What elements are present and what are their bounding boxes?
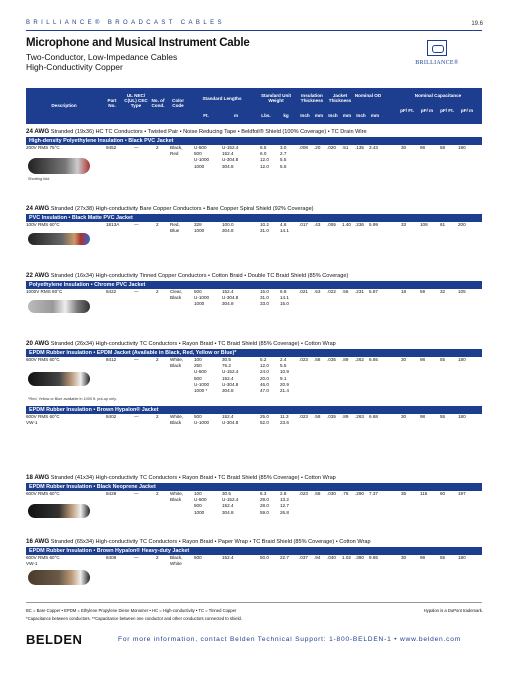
- cell: 250: [194, 363, 202, 369]
- cell: 30: [401, 414, 407, 419]
- cell: .89: [342, 357, 349, 362]
- cell: .035: [327, 357, 336, 362]
- cell: 28.0: [260, 503, 269, 509]
- cell: 1.40: [342, 222, 351, 227]
- color: Black: [170, 363, 182, 369]
- subtitle: Two-Conductor, Low-Impedance Cables: [26, 52, 178, 62]
- cell: .040: [327, 555, 336, 560]
- col-std-lengths: Standard Lengths: [202, 96, 242, 101]
- cell: 24.0: [260, 369, 269, 375]
- rating: 200V RMS 75°C: [26, 145, 60, 150]
- col-lbs: Lbs.: [261, 113, 271, 118]
- color: White,: [170, 414, 184, 419]
- cell: .023: [299, 357, 308, 362]
- awg-label: 24 AWG: [26, 128, 50, 135]
- cell: 1000 *: [194, 387, 208, 393]
- cell: 7.37: [369, 491, 378, 496]
- cell: .135: [355, 145, 364, 150]
- rating: 100V RMS 60°C: [26, 222, 60, 227]
- cell: 1000: [194, 228, 205, 234]
- cell: 76.2: [222, 363, 231, 369]
- cell: 500: [194, 151, 202, 157]
- cell: 4.6: [280, 222, 287, 227]
- awg-label: 18 AWG: [26, 474, 50, 481]
- cell: 6.5: [260, 145, 267, 150]
- cell: 5.5: [280, 363, 287, 369]
- cell: U-1000: [194, 295, 210, 301]
- cell: 3.0: [280, 145, 287, 150]
- cell: 6.65: [369, 357, 378, 362]
- cable-image: [28, 570, 90, 585]
- cell: 98: [420, 555, 426, 560]
- cell: 55: [440, 555, 446, 560]
- cell: .43: [314, 222, 321, 227]
- cell: 115: [420, 491, 428, 496]
- cell: 15.0: [280, 301, 289, 307]
- cable-image: [28, 372, 90, 386]
- cell: 5.99: [369, 222, 378, 227]
- belden-logo: BELDEN: [26, 632, 83, 647]
- cell: .020: [327, 145, 336, 150]
- cell: 47.0: [260, 387, 269, 393]
- cell: 152.4: [222, 375, 234, 381]
- ul: —: [134, 555, 139, 560]
- cell: 30: [401, 145, 407, 150]
- cell: 18: [401, 289, 407, 294]
- note: *Red, Yellow or Blue available in 1000 ft. put-up only.: [28, 397, 117, 401]
- cell: 1000: [194, 163, 205, 169]
- brand-bar: BRILLIANCE® BROADCAST CABLES: [26, 20, 225, 26]
- color: Black: [170, 295, 182, 301]
- page-number: 19.6: [471, 21, 483, 27]
- col-color: Color Code: [172, 98, 184, 108]
- col-inch: Inch: [328, 113, 338, 118]
- cell: 152.4: [222, 151, 234, 157]
- section-bar: PVC Insulation • Black Matte PVC Jacket: [26, 214, 482, 222]
- cell: 1.02: [342, 555, 351, 560]
- cell: .56: [342, 289, 349, 294]
- ul: —: [134, 289, 139, 294]
- brilliance-logo: [412, 40, 462, 66]
- col-pf-m: pF/ m: [460, 108, 474, 113]
- col-pf-ft: pF/ Ft.: [440, 108, 454, 113]
- ul: —: [134, 357, 139, 362]
- part-no: 1813A: [106, 222, 120, 227]
- cell: 25.0: [260, 414, 269, 419]
- section-bar: High-density Polyethylene Insulation • Black PVC Jacket: [26, 137, 482, 145]
- cell: .236: [355, 222, 364, 227]
- logo-text: BRILLIANCE®: [415, 60, 459, 66]
- cell: 152.4: [222, 289, 234, 294]
- cell: .023: [299, 414, 308, 419]
- cell: 30.5: [222, 357, 231, 362]
- col-weight: Standard Unit Weight: [260, 93, 292, 103]
- cell: 55: [440, 414, 446, 419]
- cell: 1000: [194, 301, 205, 307]
- divider: [26, 30, 482, 31]
- awg-label: 22 AWG: [26, 272, 50, 279]
- cell: .231: [355, 289, 364, 294]
- logo-icon: [427, 40, 447, 56]
- cell: .380: [355, 555, 364, 560]
- cell: .58: [314, 491, 321, 496]
- cell: .263: [355, 414, 364, 419]
- cond: 2: [156, 145, 159, 150]
- construction: Stranded (19x36) HC TC Conductors • Twisted Pair • Noise Reducing Tape • Beldfoil® Shield (100% Coverage) • TC Drain Wire: [50, 129, 367, 135]
- table-row: [26, 388, 482, 394]
- cell: 33: [401, 222, 407, 227]
- cell: 30: [401, 555, 407, 560]
- cell: 3.43: [369, 145, 378, 150]
- cell: 31.0: [260, 228, 269, 234]
- cell: 10.9: [280, 369, 289, 375]
- cell: 197: [458, 491, 466, 496]
- col-ul: UL NEC/ C(UL) CEC Type: [124, 93, 148, 108]
- cell: 12.0: [260, 163, 269, 169]
- color: Black,: [170, 555, 183, 560]
- col-jacket-thick: Jacket Thickness: [328, 93, 352, 103]
- cell: .89: [342, 414, 349, 419]
- cell: 98: [420, 145, 426, 150]
- cell: .022: [327, 289, 336, 294]
- footer-contact: For more information, contact Belden Technical Support: 1-800-BELDEN-1 • www.belden.com: [118, 636, 461, 643]
- cell: U-1000: [194, 381, 210, 387]
- col-part-no: Part No.: [107, 98, 117, 108]
- cell: 15.0: [260, 289, 269, 294]
- col-mm: mm: [370, 113, 380, 118]
- section-bar: EPDM Rubber Insulation • Brown Hypalon® Heavy-duty Jacket: [26, 547, 482, 555]
- cell: U-1000: [194, 157, 210, 163]
- cell: 500: [194, 555, 202, 560]
- rating: 600V RMS 60°C: [26, 555, 60, 560]
- cell: 100: [194, 357, 202, 362]
- cell: U-500: [194, 497, 207, 503]
- cell: 108: [420, 222, 428, 227]
- col-pf-m: pF/ m: [420, 108, 434, 113]
- cell: .023: [299, 491, 308, 496]
- col-capacitance: Nominal Capacitance: [414, 93, 462, 98]
- color: Black: [170, 497, 182, 503]
- cell: 304.8: [222, 509, 234, 515]
- cell: 328: [194, 222, 202, 227]
- trademark-note: Hypalon is a DuPont trademark.: [423, 608, 483, 613]
- cond: 2: [156, 222, 159, 227]
- cell: 180: [458, 357, 466, 362]
- col-num-cond: No. of Cond.: [151, 98, 165, 108]
- construction: Stranded (65x34) High-conductivity TC Conductors • Rayon Braid • Paper Wrap • TC Braid Shield (85% Coverage) • Cotton Wrap: [50, 539, 371, 545]
- cell: 500: [194, 289, 202, 294]
- cable-image: [28, 158, 90, 174]
- rating: VW-1: [26, 561, 38, 567]
- awg-label: 20 AWG: [26, 340, 50, 347]
- cell: 98: [420, 414, 426, 419]
- table-row: [26, 510, 482, 516]
- cell: 6.3: [260, 491, 267, 496]
- table-row: [26, 164, 482, 170]
- cell: 12.7: [280, 503, 289, 509]
- cell: 35: [401, 491, 407, 496]
- color: Black: [170, 420, 182, 426]
- footnote: BC = Bare Copper • EPDM = Ethylene Propylene Diene Monomer • HC = High-conductivity • TC = Tinned Copper: [26, 608, 237, 613]
- col-pf-ft: pF/ Ft.: [400, 108, 414, 113]
- cell: 12.0: [260, 363, 269, 369]
- cell: 98: [420, 357, 426, 362]
- construction: Stranded (27x38) High-conductivity Bare Copper Conductors • Bare Copper Spiral Shield (92% Coverage): [50, 206, 314, 212]
- cell: 11.3: [280, 414, 289, 419]
- color: White,: [170, 491, 184, 496]
- color: Black,: [170, 145, 183, 150]
- cell: .53: [314, 289, 321, 294]
- color: Red: [170, 151, 179, 157]
- cell: U-500: [194, 369, 207, 375]
- construction: Stranded (26x34) High-conductivity TC Conductors • Rayon Braid • TC Braid Shield (85% Coverage) • Cotton Wrap: [50, 341, 336, 347]
- section-20awg-8412: [26, 340, 482, 426]
- part-no: 8428: [106, 491, 117, 496]
- cable-image: [28, 233, 90, 245]
- cell: 22.7: [280, 555, 289, 560]
- cell: U-304.8: [222, 295, 239, 301]
- section-bar: EPDM Rubber Insulation • Brown Hypalon® Jacket: [26, 406, 482, 414]
- part-no: 8408: [106, 555, 117, 560]
- cell: 52.0: [260, 420, 269, 426]
- cell: .008: [299, 145, 308, 150]
- cond: 2: [156, 289, 159, 294]
- section-24awg-1813a: [26, 205, 482, 234]
- part-no: 8402: [106, 414, 117, 419]
- cell: 2.8: [280, 491, 287, 496]
- ul: —: [134, 491, 139, 496]
- section-bar: EPDM Rubber Insulation • Black Neoprene Jacket: [26, 483, 482, 491]
- cell: 23.6: [280, 420, 289, 426]
- col-mm: mm: [314, 113, 324, 118]
- cell: 200: [458, 222, 466, 227]
- cell: 105: [458, 289, 466, 294]
- cell: .20: [314, 145, 321, 150]
- awg-label: 16 AWG: [26, 538, 50, 545]
- cell: 46.0: [260, 381, 269, 387]
- cell: 500: [194, 375, 202, 381]
- table-row: [26, 561, 482, 567]
- cell: .290: [355, 491, 364, 496]
- cell: 29.0: [260, 497, 269, 503]
- cell: 152.4: [222, 555, 234, 560]
- subtitle: High-Conductivity Copper: [26, 62, 123, 72]
- color: White,: [170, 357, 184, 362]
- cond: 2: [156, 491, 159, 496]
- cell: 31.0: [260, 295, 269, 301]
- cell: 9.65: [369, 555, 378, 560]
- section-24awg-9452: [26, 128, 482, 181]
- col-mm: mm: [342, 113, 352, 118]
- cell: 30.5: [222, 491, 231, 496]
- cell: 5.5: [280, 163, 287, 169]
- cable-image: [28, 504, 90, 518]
- cond: 2: [156, 357, 159, 362]
- table-row: [26, 228, 482, 234]
- cell: 100.0: [222, 222, 234, 227]
- cell: .51: [342, 145, 349, 150]
- cell: .030: [327, 491, 336, 496]
- cell: U-152.4: [222, 145, 239, 150]
- cell: 2.7: [280, 151, 287, 157]
- cell: 180: [458, 555, 466, 560]
- cell: 14.1: [280, 295, 289, 301]
- table-header: [26, 88, 482, 124]
- rating: VW-1: [26, 420, 38, 426]
- cell: .037: [299, 555, 308, 560]
- rating: 600V RMS 60°C: [26, 357, 60, 362]
- cell: 61: [440, 222, 446, 227]
- col-inch: Inch: [356, 113, 366, 118]
- cell: .58: [314, 414, 321, 419]
- section-18awg-8428: [26, 474, 482, 516]
- cell: .76: [342, 491, 349, 496]
- cond: 2: [156, 555, 159, 560]
- footnote: *Capacitance between conductors. **Capacitance between one conductor and other conductors connected to shield.: [26, 616, 243, 621]
- cell: U-304.8: [222, 157, 239, 163]
- cell: 58: [440, 145, 446, 150]
- rating: 600V RMS 60°C: [26, 491, 60, 496]
- cell: 26.8: [280, 509, 289, 515]
- cell: 304.8: [222, 301, 234, 307]
- cell: 21.4: [280, 387, 289, 393]
- cell: U-152.4: [222, 369, 239, 375]
- rating: 600V RMS 60°C: [26, 414, 60, 419]
- cell: 9.1: [280, 375, 287, 381]
- cell: 55: [440, 357, 446, 362]
- cell: 20.0: [260, 375, 269, 381]
- part-no: 9452: [106, 145, 117, 150]
- cell: .262: [355, 357, 364, 362]
- col-inch: Inch: [300, 113, 310, 118]
- cell: .021: [299, 289, 308, 294]
- cell: 33.0: [260, 301, 269, 307]
- col-ft: Ft.: [203, 113, 209, 118]
- table-row: [26, 301, 482, 307]
- rating: 1000V RMS 80°C: [26, 289, 63, 294]
- cell: .94: [314, 555, 321, 560]
- col-description: Description: [51, 103, 77, 108]
- cell: U-152.4: [222, 497, 239, 503]
- construction: Stranded (16x34) High-conductivity Tinned Copper Conductors • Cotton Braid • Double TC Braid Shield (85% Coverage): [50, 273, 349, 279]
- col-kg: kg: [283, 113, 289, 118]
- cell: 10.2: [260, 222, 269, 227]
- cell: 180: [458, 414, 466, 419]
- cell: .035: [327, 414, 336, 419]
- section-bar: Polyethylene Insulation • Chrome PVC Jacket: [26, 281, 482, 289]
- color: White: [170, 561, 182, 567]
- cell: 500: [194, 414, 202, 419]
- awg-label: 24 AWG: [26, 205, 50, 212]
- construction: Stranded (41x34) High-conductivity TC Conductors • Rayon Braid • TC Braid Shield (85% Coverage) • Cotton Wrap: [50, 475, 336, 481]
- cell: 13.2: [280, 497, 289, 503]
- cell: 1000: [194, 509, 205, 515]
- cable-image: [28, 300, 90, 313]
- image-caption: Shorting fold: [28, 177, 50, 181]
- section-16awg-8408: [26, 538, 482, 567]
- col-ins-thick: Insulation Thickness: [300, 93, 324, 103]
- cell: 304.8: [222, 387, 234, 393]
- cell: U-1000: [194, 420, 210, 426]
- section-22awg-8422: [26, 272, 482, 308]
- cell: 5.2: [260, 357, 267, 362]
- ul: —: [134, 222, 139, 227]
- cell: 5.5: [280, 157, 287, 163]
- cell: .055: [327, 222, 336, 227]
- cell: 59.0: [260, 509, 269, 515]
- cell: 6.0: [260, 151, 267, 157]
- cell: .017: [299, 222, 308, 227]
- cell: U-500: [194, 145, 207, 150]
- cell: U-304.8: [222, 420, 239, 426]
- cell: 304.8: [222, 163, 234, 169]
- cell: 30: [401, 357, 407, 362]
- cell: U-304.8: [222, 381, 239, 387]
- cell: 152.4: [222, 503, 234, 509]
- section-bar: EPDM Rubber Insulation • EPDM Jacket (Available in Black, Red, Yellow or Blue)*: [26, 349, 482, 357]
- cell: 6.8: [280, 289, 287, 294]
- cell: 14.1: [280, 228, 289, 234]
- cell: 6.68: [369, 414, 378, 419]
- divider: [26, 602, 482, 603]
- cell: 60: [440, 491, 446, 496]
- cell: 152.4: [222, 414, 234, 419]
- cell: 5.87: [369, 289, 378, 294]
- color: Red,: [170, 222, 180, 227]
- page-title: Microphone and Musical Instrument Cable: [26, 37, 250, 49]
- cell: .58: [314, 357, 321, 362]
- col-nom-od: Nominal OD: [354, 93, 382, 98]
- table-row: [26, 420, 482, 426]
- color: Blue: [170, 228, 180, 234]
- cell: 59: [420, 289, 426, 294]
- part-no: 8422: [106, 289, 117, 294]
- cell: 190: [458, 145, 466, 150]
- color: Clear,: [170, 289, 182, 294]
- cell: 304.8: [222, 228, 234, 234]
- cell: 100: [194, 491, 202, 496]
- ul: —: [134, 414, 139, 419]
- cell: 50.0: [260, 555, 269, 560]
- cell: 2.4: [280, 357, 287, 362]
- cell: 500: [194, 503, 202, 509]
- col-m: m: [233, 113, 239, 118]
- cell: 20.9: [280, 381, 289, 387]
- part-no: 8412: [106, 357, 117, 362]
- cell: 32: [440, 289, 446, 294]
- ul: —: [134, 145, 139, 150]
- cell: 12.0: [260, 157, 269, 163]
- cond: 2: [156, 414, 159, 419]
